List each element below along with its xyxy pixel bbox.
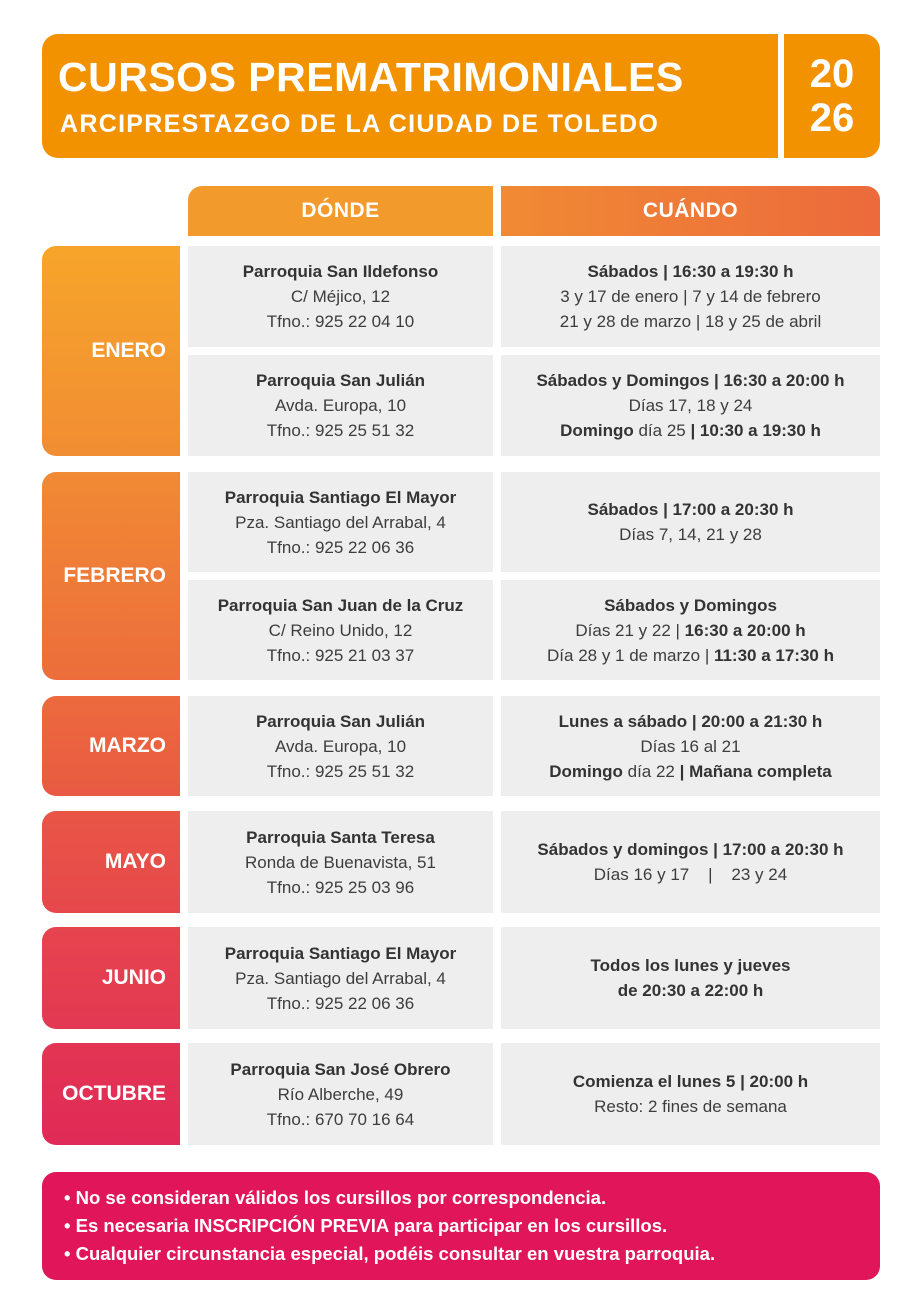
row-5-when — [501, 696, 880, 796]
parish-phone: Tfno.: 925 25 03 96 — [266, 877, 415, 897]
parish-name: Parroquia San Ildefonso — [242, 262, 439, 281]
month-label-junio: JUNIO — [42, 927, 180, 1029]
parish-phone: Tfno.: 925 21 03 37 — [266, 645, 415, 665]
row-4-when — [501, 580, 880, 680]
schedule-dates: 21 y 28 de marzo | 18 y 25 de abril — [559, 312, 822, 331]
schedule-dates: Resto: 2 fines de semana — [594, 1097, 787, 1116]
parish-name: Parroquia San José Obrero — [230, 1059, 451, 1079]
schedule-day: Domingo — [560, 421, 634, 440]
parish-phone: Tfno.: 925 22 06 36 — [266, 537, 415, 557]
row-7-when — [501, 927, 880, 1029]
schedule-dates: Días 21 y 22 | — [575, 620, 685, 640]
parish-address: Avda. Europa, 10 — [274, 736, 407, 756]
column-header-when: CUÁNDO — [501, 186, 880, 236]
parish-phone: Tfno.: 925 22 06 36 — [266, 993, 415, 1013]
header-banner — [42, 34, 880, 158]
row-5-where — [188, 696, 493, 796]
notes-box — [42, 1172, 880, 1280]
page-subtitle: ARCIPRESTAZGO DE LA CIUDAD DE TOLEDO — [60, 110, 660, 138]
schedule-dates: Día 28 y 1 de marzo | — [547, 645, 714, 665]
row-2-where — [188, 355, 493, 456]
month-label-mayo: MAYO — [42, 811, 180, 913]
parish-name: Parroquia Santa Teresa — [246, 827, 435, 847]
note-item: • Es necesaria INSCRIPCIÓN PREVIA para participar en los cursillos. — [64, 1215, 668, 1236]
schedule-main: Comienza el lunes 5 | 20:00 h — [572, 1072, 809, 1091]
schedule-dates: Días 16 y 17 | 23 y 24 — [593, 865, 788, 884]
parish-address: C/ Méjico, 12 — [290, 287, 391, 306]
schedule-main: Sábados y Domingos | 16:30 a 20:00 h — [536, 371, 845, 390]
row-1-where — [188, 246, 493, 347]
parish-name: Parroquia San Juan de la Cruz — [217, 595, 464, 615]
row-7-where — [188, 927, 493, 1029]
schedule-day-number: día 22 — [622, 761, 680, 781]
parish-address: Río Alberche, 49 — [277, 1084, 404, 1104]
parish-address: Pza. Santiago del Arrabal, 4 — [235, 512, 446, 532]
schedule-day: Domingo — [549, 761, 623, 781]
parish-address: C/ Reino Unido, 12 — [268, 620, 413, 640]
year-bottom: 26 — [809, 96, 855, 140]
schedule-hours: de 20:30 a 22:00 h — [617, 981, 764, 1000]
row-6-where — [188, 811, 493, 913]
note-item: • Cualquier circunstancia especial, podéis consultar en vuestra parroquia. — [64, 1243, 716, 1264]
schedule-day-number: día 25 — [633, 421, 691, 440]
schedule-main: Lunes a sábado | 20:00 a 21:30 h — [558, 711, 823, 731]
schedule-main: Sábados | 16:30 a 19:30 h — [587, 262, 794, 281]
parish-phone: Tfno.: 925 25 51 32 — [266, 761, 415, 781]
parish-phone: Tfno.: 670 70 16 64 — [266, 1109, 415, 1129]
row-8-where — [188, 1043, 493, 1145]
note-item: • No se consideran válidos los cursillos por correspondencia. — [64, 1187, 607, 1208]
parish-name: Parroquia Santiago El Mayor — [224, 943, 457, 963]
schedule-dates: Días 7, 14, 21 y 28 — [619, 525, 762, 544]
row-8-when — [501, 1043, 880, 1145]
parish-address: Avda. Europa, 10 — [274, 396, 407, 415]
page-title: CURSOS PREMATRIMONIALES — [58, 54, 684, 100]
row-6-when — [501, 811, 880, 913]
parish-name: Parroquia Santiago El Mayor — [224, 487, 457, 507]
schedule-main: Sábados y Domingos — [604, 595, 777, 615]
parish-name: Parroquia San Julián — [255, 371, 426, 390]
parish-address: Pza. Santiago del Arrabal, 4 — [235, 968, 446, 988]
schedule-main: Sábados | 17:00 a 20:30 h — [587, 500, 794, 519]
month-label-febrero: FEBRERO — [42, 472, 180, 680]
year-top: 20 — [809, 52, 855, 96]
schedule-hours: 16:30 a 20:00 h — [684, 620, 806, 640]
schedule-dates: Días 17, 18 y 24 — [628, 396, 753, 415]
row-2-when — [501, 355, 880, 456]
row-4-where — [188, 580, 493, 680]
year-badge — [784, 52, 880, 140]
schedule-hours: | Mañana completa — [679, 761, 832, 781]
parish-name: Parroquia San Julián — [255, 711, 426, 731]
month-label-enero: ENERO — [42, 246, 180, 456]
schedule-hours: | 10:30 a 19:30 h — [690, 421, 821, 440]
row-3-when — [501, 472, 880, 572]
parish-phone: Tfno.: 925 22 04 10 — [266, 312, 415, 331]
schedule-line — [547, 643, 834, 668]
parish-phone: Tfno.: 925 25 51 32 — [266, 421, 415, 440]
month-label-octubre: OCTUBRE — [42, 1043, 180, 1145]
schedule-dates: Días 16 al 21 — [640, 736, 741, 756]
schedule-main: Todos los lunes y jueves — [590, 956, 791, 975]
parish-address: Ronda de Buenavista, 51 — [245, 852, 436, 872]
schedule-dates: 3 y 17 de enero | 7 y 14 de febrero — [560, 287, 821, 306]
schedule-main: Sábados y domingos | 17:00 a 20:30 h — [537, 840, 844, 859]
row-3-where — [188, 472, 493, 572]
month-label-marzo: MARZO — [42, 696, 180, 796]
schedule-hours: 11:30 a 17:30 h — [713, 645, 834, 665]
column-header-where: DÓNDE — [188, 186, 493, 236]
row-1-when — [501, 246, 880, 347]
schedule-extra — [549, 759, 832, 784]
schedule-line — [575, 618, 805, 643]
schedule-extra — [560, 418, 821, 443]
